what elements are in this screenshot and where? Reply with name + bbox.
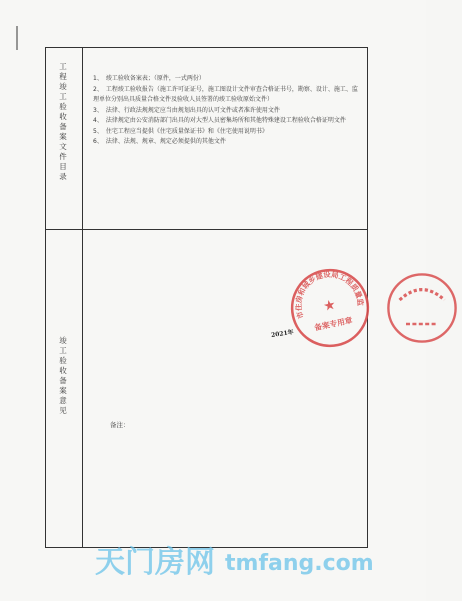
watermark-cn: 天门房网 bbox=[95, 545, 215, 580]
list-item: 3、 法律、行政法规规定应当由规划出具的认可文件或者准许使用文件 bbox=[93, 106, 280, 114]
list-item: 6、 法律、法规、规章、规定必须提供的其他文件 bbox=[93, 138, 226, 145]
remarks-label: 备注： bbox=[110, 421, 130, 429]
seal-center-text: 备案专用章 bbox=[313, 315, 354, 333]
list-item: 2、 工程竣工验收报告（施工许可证证号，施工图设计文件审查合格证书号，勘察、设计、施工、监理单位分别出具质量合格文件及验收人员签署的竣工验收原始文件） bbox=[93, 85, 358, 103]
stamp-date: 2021年 bbox=[270, 328, 295, 339]
list-item: 1、 竣工验收备案表；（原件，一式两份） bbox=[93, 75, 205, 82]
svg-text:★: ★ bbox=[321, 296, 338, 315]
official-seal bbox=[287, 265, 373, 351]
list-item: 5、 住宅工程应当提供《住宅质量保证书》和《住宅使用说明书》 bbox=[93, 127, 268, 135]
column-divider bbox=[82, 48, 83, 547]
section-label-filing-opinion: 竣工验收备案意见 bbox=[59, 336, 67, 415]
list-item: 4、 法律规定由公安消防部门出具的对大型人员密集场所和其他特殊建设工程验收合格证明文件 bbox=[93, 117, 346, 124]
required-documents-list bbox=[93, 74, 361, 148]
partial-seal bbox=[382, 268, 462, 348]
seal-ring-text: 天门市住房和城乡建设局工程质量监督站 bbox=[293, 269, 366, 320]
row-divider bbox=[46, 229, 367, 230]
section-label-file-list: 工程竣工验收备案文件目录 bbox=[59, 62, 67, 181]
watermark-en: tmfang.com bbox=[225, 551, 374, 576]
site-watermark-logo bbox=[95, 540, 374, 580]
binding-mark bbox=[16, 26, 18, 50]
